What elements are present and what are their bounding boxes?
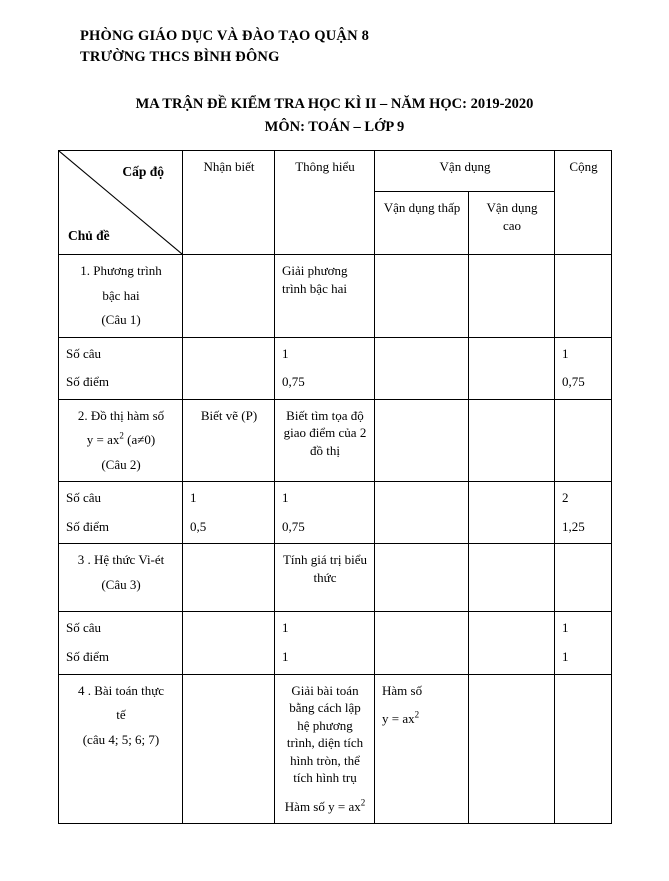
column-header-van-dung-thap: Vận dụng thấp (375, 192, 469, 255)
value-so-cau: 1 (282, 490, 289, 506)
cell-van-dung-thap-4 (375, 674, 469, 824)
topic-line3: (Câu 2) (101, 456, 141, 472)
cell-thong-hieu-3: Tính giá trị biểu thức (275, 544, 375, 612)
count-nhan-biet-2 (183, 482, 275, 544)
cell-thong-hieu-2: Biết tìm tọa độ giao điểm của 2 đồ thị (275, 399, 375, 482)
value-so-cau: 1 (562, 620, 569, 636)
column-header-thong-hieu: Thông hiểu (275, 151, 375, 255)
cell-cong-4 (555, 674, 612, 824)
value-so-diem: 1 (282, 649, 289, 665)
topic-line3: (Câu 1) (101, 312, 141, 328)
value-so-cau: 1 (282, 345, 289, 361)
count-label-cell-2 (59, 482, 183, 544)
topic-cell-4 (59, 674, 183, 824)
cell-cong-3 (555, 544, 612, 612)
value-so-diem: 0,75 (282, 374, 305, 390)
topic-line2: tế (116, 707, 126, 723)
count-van-dung-thap-2 (375, 482, 469, 544)
table-row (59, 399, 612, 482)
table-row (59, 612, 612, 674)
count-nhan-biet-1 (183, 337, 275, 399)
table-row (59, 255, 612, 338)
label-so-cau: Số câu (66, 620, 102, 636)
topic-cell-1 (59, 255, 183, 338)
table-row (59, 674, 612, 824)
column-header-cong: Cộng (555, 151, 612, 255)
topic-line3: (Câu 3) (101, 577, 141, 593)
count-van-dung-cao-3 (469, 612, 555, 674)
count-van-dung-cao-1 (469, 337, 555, 399)
count-thong-hieu-1 (275, 337, 375, 399)
cell-nhan-biet-2: Biết vẽ (P) (183, 399, 275, 482)
topic-line2: bậc hai (102, 287, 140, 303)
cell-van-dung-thap-2 (375, 399, 469, 482)
table-row (59, 544, 612, 612)
cell-thong-hieu-1: Giải phương trình bậc hai (275, 255, 375, 338)
topic-line1: 1. Phương trình (80, 263, 162, 278)
column-header-van-dung-cao: Vận dụng cao (469, 192, 555, 255)
cell-nhan-biet-4 (183, 674, 275, 824)
cell-nhan-biet-3 (183, 544, 275, 612)
column-header-nhan-biet: Nhận biết (183, 151, 275, 255)
count-van-dung-thap-1 (375, 337, 469, 399)
value-so-diem: 0,75 (562, 374, 585, 390)
value-so-cau: 1 (190, 490, 197, 506)
count-van-dung-cao-2 (469, 482, 555, 544)
count-thong-hieu-3 (275, 612, 375, 674)
topic-line1: 4 . Bài toán thực (77, 682, 165, 698)
cell-van-dung-cao-1 (469, 255, 555, 338)
label-so-cau: Số câu (66, 490, 102, 506)
value-so-diem: 1,25 (562, 518, 585, 534)
document-title: MA TRẬN ĐỀ KIỂM TRA HỌC KÌ II – NĂM HỌC: 2019-2020 (135, 96, 534, 112)
topic-line1: 2. Đồ thị hàm số (77, 407, 165, 423)
exam-matrix-table (58, 150, 612, 824)
label-so-diem: Số điểm (66, 374, 109, 390)
document-subtitle: MÔN: TOÁN – LỚP 9 (264, 119, 405, 135)
topic-line1: 3 . Hệ thức Vi-ét (77, 552, 165, 568)
topic-cell-3 (59, 544, 183, 612)
topic-line2: $y = ax^2$ (a≠0) (86, 430, 156, 448)
count-nhan-biet-3 (183, 612, 275, 674)
count-thong-hieu-2 (275, 482, 375, 544)
title-block (58, 96, 611, 136)
count-van-dung-thap-3 (375, 612, 469, 674)
cell-van-dung-cao-3 (469, 544, 555, 612)
count-label-cell-1 (59, 337, 183, 399)
level-label: Cấp độ (122, 164, 164, 179)
count-cong-2 (555, 482, 612, 544)
column-header-van-dung: Vận dụng (375, 151, 555, 192)
table-header-row-1 (59, 151, 612, 192)
thong-hieu-part2: Hàm số $y = ax^2$ (284, 797, 366, 814)
count-label-cell-3 (59, 612, 183, 674)
value-so-cau: 2 (562, 490, 569, 506)
cell-van-dung-thap-3 (375, 544, 469, 612)
org-name-line1: PHÒNG GIÁO DỤC VÀ ĐÀO TẠO QUẬN 8 (80, 28, 370, 44)
cell-van-dung-thap-1 (375, 255, 469, 338)
count-cong-1 (555, 337, 612, 399)
cell-van-dung-cao-2 (469, 399, 555, 482)
topic-cell-2 (59, 399, 183, 482)
org-name-line2: TRƯỜNG THCS BÌNH ĐÔNG (80, 49, 280, 65)
label-so-diem: Số điểm (66, 649, 109, 665)
cell-cong-2 (555, 399, 612, 482)
value-so-diem: 0,75 (282, 518, 305, 534)
table-row (59, 337, 612, 399)
count-cong-3 (555, 612, 612, 674)
topic-line3: (câu 4; 5; 6; 7) (82, 731, 160, 747)
label-so-diem: Số điểm (66, 518, 109, 534)
topic-label: Chủ đề (68, 227, 110, 243)
corner-header-cell (59, 151, 183, 255)
thong-hieu-part1: Giải bài toán bằng cách lập hệ phương trình, diện tích hình tròn, thể tích hình trụ (286, 682, 364, 786)
cell-van-dung-cao-4 (469, 674, 555, 824)
cell-thong-hieu-4 (275, 674, 375, 824)
cell-nhan-biet-1 (183, 255, 275, 338)
table-row (59, 482, 612, 544)
value-so-diem: 1 (562, 649, 569, 665)
cell-cong-1 (555, 255, 612, 338)
value-so-cau: 1 (282, 620, 289, 636)
label-so-cau: Số câu (66, 345, 102, 361)
van-dung-thap-part1: Hàm số (382, 682, 423, 698)
value-so-diem: 0,5 (190, 518, 207, 534)
van-dung-thap-part2: $y = ax^2$ (382, 709, 420, 727)
value-so-cau: 1 (562, 345, 569, 361)
